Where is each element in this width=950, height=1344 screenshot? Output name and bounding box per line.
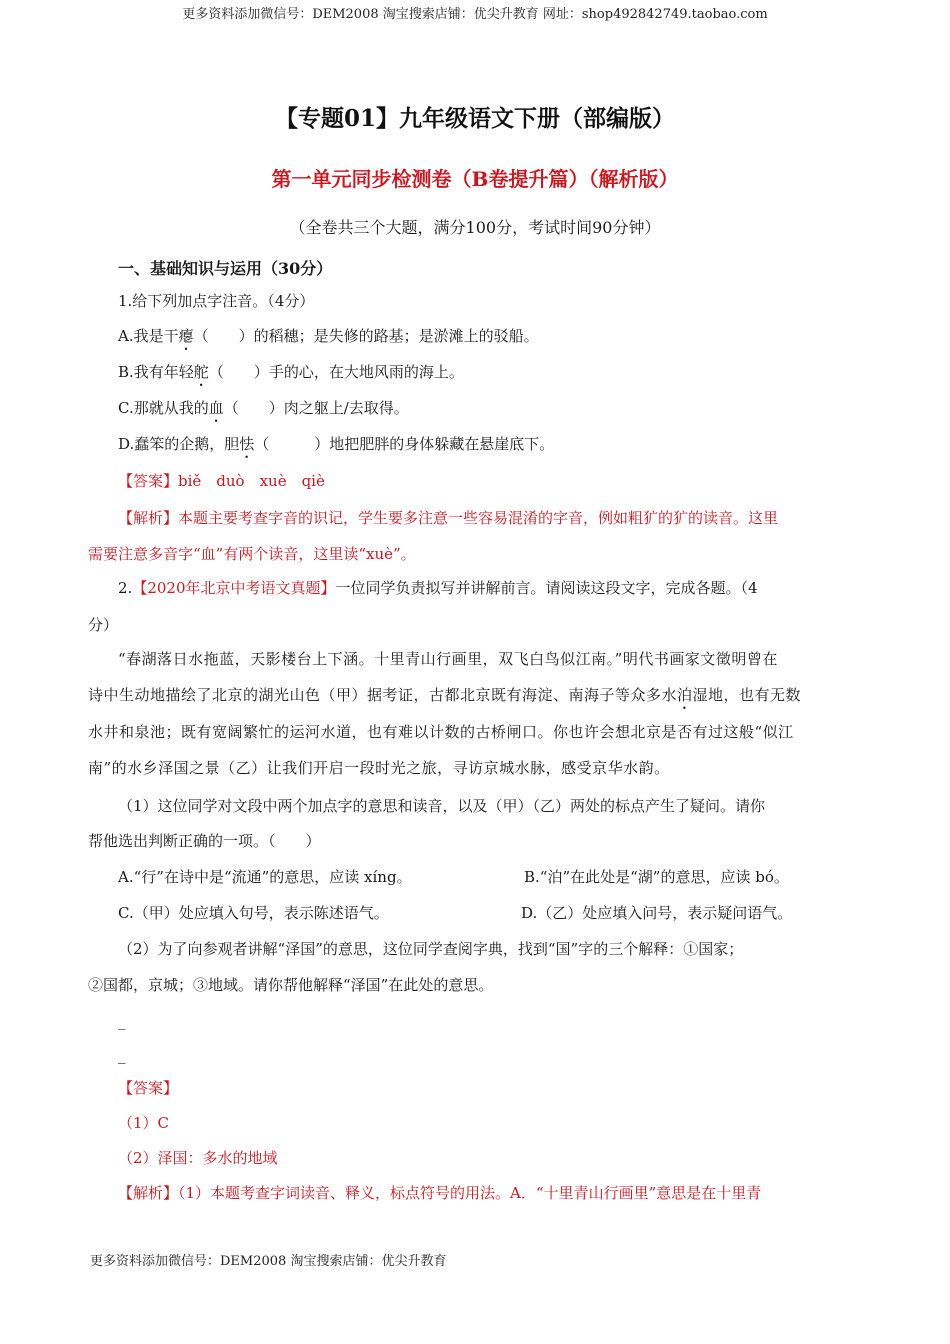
- q2-answer-tag: 【答案】: [118, 1079, 179, 1097]
- q2-stem-line1: 2.【2020年北京中考语文真题】一位同学负责拟写并讲解前言。请阅读这段文字，完成各题。（4: [118, 579, 758, 597]
- q2-passage-line3: 水井和泉池；既有宽阔繁忙的运河水道，也有难以计数的古桥闸口。你也许会想北京是否有过这般“似江: [88, 723, 794, 741]
- q2-sub2-line1: （2）为了向参观者讲解“泽国”的意思，这位同学查阅字典，找到“国”字的三个解释：①国家；: [118, 940, 744, 958]
- page-footer: 更多资料添加微信号：DEM2008 淘宝搜索店铺：优尖升教育: [90, 1254, 447, 1269]
- answer-blank-2: _: [118, 1046, 126, 1064]
- q2-option-a: A.“行”在诗中是“流通”的意思，应读 xíng。: [118, 868, 412, 886]
- q2-option-d: D.（乙）处应填入问号，表示疑问语气。: [521, 904, 793, 922]
- q1-analysis-line1: 【解析】本题主要考查字音的识记，学生要多注意一些容易混淆的字音，例如粗犷的犷的读音。这里: [118, 509, 779, 527]
- dotted-char: 瘪: [178, 327, 194, 345]
- q2-source: 【2020年北京中考语文真题】: [132, 579, 336, 597]
- q1-stem: 1.给下列加点字注音。（4分）: [118, 292, 315, 310]
- page-header: 更多资料添加微信号：DEM2008 淘宝搜索店铺：优尖升教育 网址：shop492842749.taobao.com: [182, 7, 768, 22]
- q1-option-b: B.我有年轻舵（ ）手的心，在大地风雨的海上。: [118, 363, 464, 381]
- q2-analysis: 【解析】（1）本题考查字词读音、释义，标点符号的用法。A．“十里青山行画里”意思是在十里青: [118, 1184, 762, 1202]
- analysis-tag: 【解析】: [118, 509, 179, 527]
- document-subtitle: 第一单元同步检测卷（B卷提升篇）（解析版）: [271, 167, 679, 191]
- q2-option-b: B.“泊”在此处是“湖”的意思，应读 bó。: [524, 868, 789, 886]
- q2-sub2-line2: ②国都，京城；③地域。请你帮他解释“泽国”在此处的意思。: [88, 976, 494, 994]
- q2-option-c: C.（甲）处应填入句号，表示陈述语气。: [118, 904, 389, 922]
- answer-tag: 【答案】: [118, 472, 179, 490]
- q2-stem-line2: 分）: [88, 616, 119, 634]
- exam-note: （全卷共三个大题，满分100分，考试时间90分钟）: [289, 218, 661, 237]
- q2-passage-line4: 南”的水乡泽国之景（乙）让我们开启一段时光之旅，寻访京城水脉，感受京华水韵。: [88, 759, 670, 777]
- dotted-char: 泊: [677, 686, 693, 704]
- q2-passage-line1: “春湖落日水拖蓝，天影楼台上下涵。十里青山行画里，双飞白鸟似江南。”明代书画家文徵明曾在: [118, 650, 778, 668]
- q2-answer-2: （2）泽国：多水的地域: [118, 1149, 278, 1167]
- q1-option-d: D.蠢笨的企鹅，胆怯（ ）地把肥胖的身体躲藏在悬崖底下。: [118, 435, 555, 453]
- dotted-char: 怯: [239, 435, 255, 453]
- q2-answer-1: （1）C: [118, 1114, 170, 1132]
- section-heading: 一、基础知识与运用（30分）: [118, 259, 333, 278]
- q1-option-a: A.我是干瘪（ ）的稻穗；是失修的路基；是淤滩上的驳船。: [118, 327, 539, 345]
- document-title: 【专题01】九年级语文下册（部编版）: [274, 105, 675, 132]
- analysis-tag: 【解析】: [118, 1184, 179, 1202]
- dotted-char: 血: [208, 399, 224, 417]
- q1-option-c: C.那就从我的血（ ）肉之躯上/去取得。: [118, 399, 409, 417]
- q1-analysis-line2: 需要注意多音字“血”有两个读音，这里读“xuè”。: [88, 545, 416, 563]
- answer-blank-1: _: [118, 1012, 126, 1030]
- q2-sub1-line1: （1）这位同学对文段中两个加点字的意思和读音，以及（甲）（乙）两处的标点产生了疑问。请你: [118, 797, 766, 815]
- dotted-char: 舵: [193, 363, 209, 381]
- q2-passage-line2: 诗中生动地描绘了北京的湖光山色（甲）据考证，古都北京既有海淀、南海子等众多水泊湿地，也有无数: [88, 686, 802, 704]
- q1-answer: 【答案】biě duò xuè qiè: [118, 472, 325, 490]
- q2-sub1-line2: 帮他选出判断正确的一项。（ ）: [88, 832, 321, 850]
